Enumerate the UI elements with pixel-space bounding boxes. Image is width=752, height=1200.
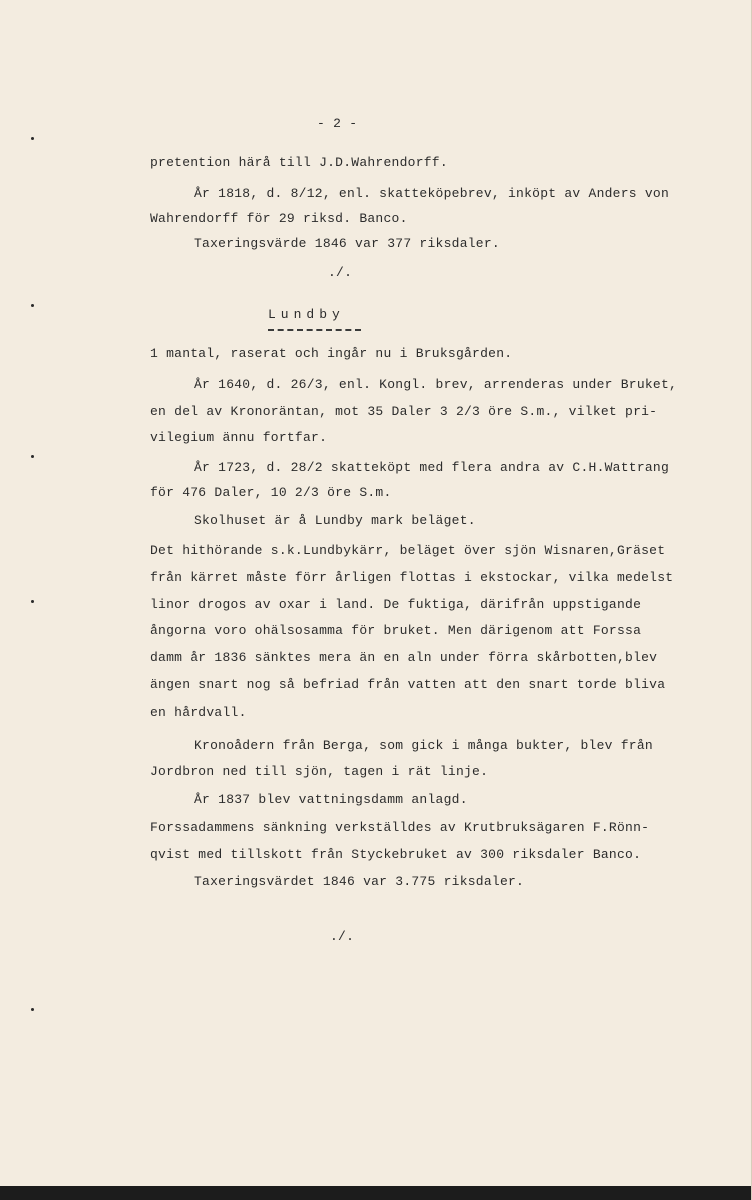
text-line: År 1818, d. 8/12, enl. skatteköpebrev, inköpt av Anders von (194, 186, 670, 201)
text-line: qvist med tillskott från Styckebruket av 300 riksdaler Banco. (150, 847, 642, 862)
text-line: damm år 1836 sänktes mera än en aln under förra skårbotten,blev (150, 650, 658, 665)
page-number: - 2 - (317, 116, 358, 131)
text-line: en hårdvall. (150, 705, 247, 720)
text-line: linor drogos av oxar i land. De fuktiga, därifrån uppstigande (150, 597, 642, 612)
text-line: År 1723, d. 28/2 skatteköpt med flera andra av C.H.Wattrang (194, 460, 670, 475)
section-heading: Lundby (268, 307, 345, 322)
text-line: vilegium ännu fortfar. (150, 430, 328, 445)
heading-underline (268, 329, 361, 331)
scan-bottom-edge (0, 1186, 751, 1200)
text-line: Det hithörande s.k.Lundbykärr, beläget över sjön Wisnaren,Gräset (150, 543, 666, 558)
text-line: pretention härå till J.D.Wahrendorff. (150, 155, 448, 170)
binder-hole (31, 304, 34, 307)
text-line: År 1640, d. 26/3, enl. Kongl. brev, arrenderas under Bruket, (194, 377, 678, 392)
text-line: År 1837 blev vattningsdamm anlagd. (194, 792, 468, 807)
binder-hole (31, 455, 34, 458)
text-line: Taxeringsvärde 1846 var 377 riksdaler. (194, 236, 500, 251)
text-line: Taxeringsvärdet 1846 var 3.775 riksdaler. (194, 874, 525, 889)
text-line: Forssadammens sänkning verkställdes av Krutbruksägaren F.Rönn- (150, 820, 650, 835)
text-line: Jordbron ned till sjön, tagen i rät linje. (150, 764, 489, 779)
binder-hole (31, 1008, 34, 1011)
text-line: en del av Kronoräntan, mot 35 Daler 3 2/3 öre S.m., vilket pri- (150, 404, 658, 419)
binder-hole (31, 137, 34, 140)
text-line: Skolhuset är å Lundby mark beläget. (194, 513, 476, 528)
text-line: ångorna voro ohälsosamma för bruket. Men därigenom att Forssa (150, 623, 642, 638)
binder-hole (31, 600, 34, 603)
text-line: ängen snart nog så befriad från vatten att den snart torde bliva (150, 677, 666, 692)
section-separator: ./. (328, 265, 353, 280)
text-line: Wahrendorff för 29 riksd. Banco. (150, 211, 408, 226)
text-line: från kärret måste förr årligen flottas i ekstockar, vilka medelst (150, 570, 674, 585)
text-line: 1 mantal, raserat och ingår nu i Bruksgården. (150, 346, 513, 361)
text-line: Kronoådern från Berga, som gick i många bukter, blev från (194, 738, 653, 753)
section-separator: ./. (330, 929, 355, 944)
text-line: för 476 Daler, 10 2/3 öre S.m. (150, 485, 392, 500)
